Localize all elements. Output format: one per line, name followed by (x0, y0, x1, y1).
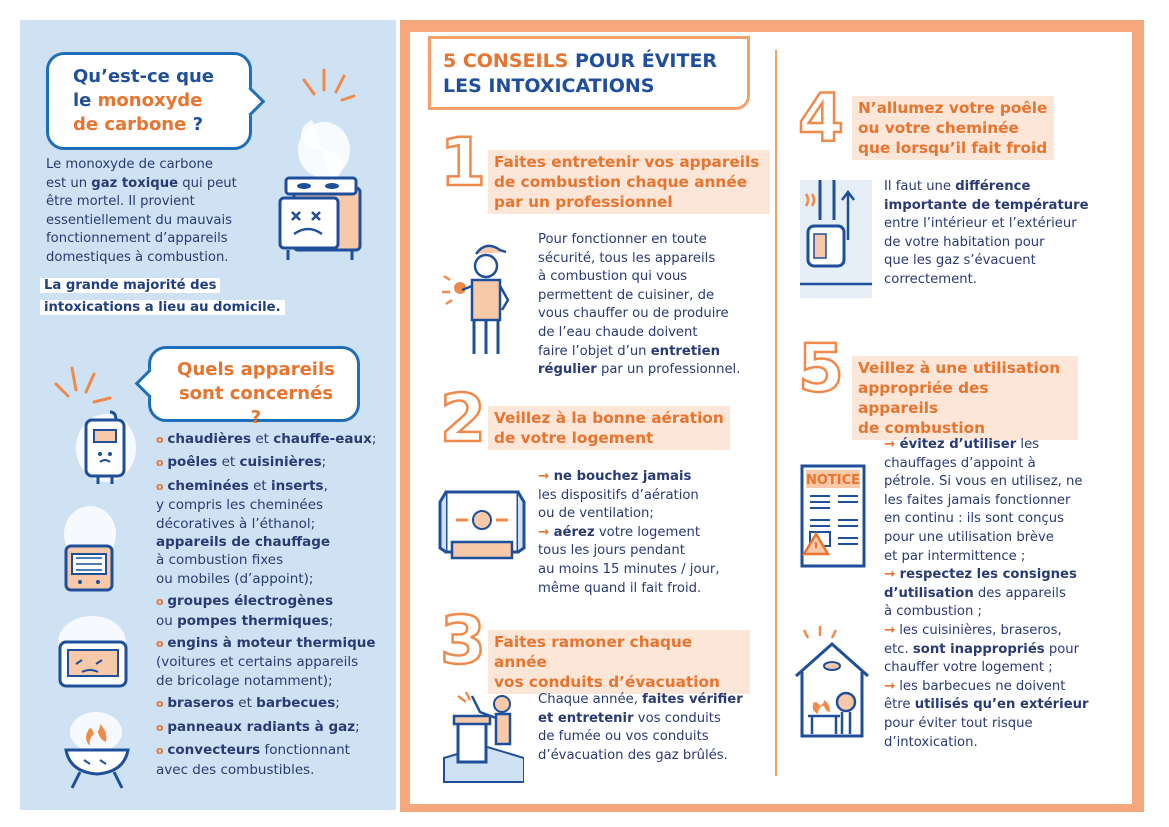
tip-body-bold: évitez d’utiliser (899, 437, 1017, 452)
tip-body-line: d’évacuation des gaz brûlés. (538, 747, 728, 763)
item-bold: convecteurs (167, 742, 261, 759)
tip-number: 1 (440, 124, 486, 201)
item-bold: groupes électrogènes (167, 593, 334, 610)
item-text: ou mobiles (d’appoint); (156, 570, 314, 587)
intro-line: fonctionnement d’appareils (46, 231, 228, 247)
item-text: ; (355, 718, 360, 735)
intro-line: qui peut (178, 175, 237, 191)
q1-line3b: ? (186, 114, 204, 135)
tip-body-line: etc. (884, 641, 913, 657)
list-item: o poêles et cuisinières; (156, 454, 327, 471)
list-item: o convecteurs fonctionnant avec des combustibles. (156, 741, 378, 779)
notice-label: NOTICE (805, 473, 861, 488)
item-text: décoratives à l’éthanol; (156, 515, 316, 532)
tip-body-line: de l’eau chaude doivent (538, 324, 698, 340)
tip-body: → évitez d’utiliser les chauffages d’appoint à pétrole. Si vous en utilisez, ne les faites jamais fonctionner en continu : ils sont conçus pour une utilisation brève et par intermittence ; → respectez les consignes d’utilisation des appareils à combustion ; → les cuisinières, braseros, etc. sont inappropriés pour chauffer votre logement ; → les barbecues ne doivent être utilisés qu’en extérieur pour éviter tout risque d’intoxication. (884, 436, 1114, 752)
house-barbecue-icon (790, 626, 874, 742)
tip-body-line: en continu : ils sont conçus (884, 511, 1064, 527)
intro-paragraph (46, 156, 266, 268)
title-line2: LES INTOXICATIONS (443, 75, 655, 97)
tip-body-bold: importante de température (884, 197, 1089, 213)
question-bubble-appliances (148, 346, 360, 428)
tip-body-bold: sont inappropriés (912, 641, 1045, 657)
intro-line: domestiques à combustion. (46, 249, 229, 265)
technician-icon (440, 236, 524, 360)
tip-body-line: correctement. (884, 271, 977, 287)
tip-body-line: les (1016, 437, 1040, 452)
item-text: ou (156, 612, 178, 629)
item-text: et (248, 477, 271, 494)
item-bold: cheminées (167, 477, 249, 494)
alert-sparks-icon (296, 62, 366, 112)
tip-heading-line: ou votre cheminée (858, 119, 1019, 137)
tip-body-line: de votre habitation pour (884, 234, 1045, 250)
tip-heading-line: Faites entretenir vos appareils (494, 153, 760, 171)
tip-body-line: être (884, 697, 915, 713)
highlight-line: La grande majorité des (40, 278, 220, 293)
tip-body-line: au moins 15 minutes / jour, (538, 561, 720, 577)
item-text: et (233, 695, 257, 712)
item-bold: poêles (167, 454, 218, 471)
intro-line: essentiellement du mauvais (46, 212, 233, 228)
tip-body-bold: entretien (650, 343, 720, 359)
brazier-icon (60, 712, 136, 792)
list-item: o panneaux radiants à gaz; (156, 718, 360, 735)
boiler-icon (72, 408, 142, 492)
tip-heading-line: Faites ramoner chaque année (494, 633, 693, 671)
item-bold: chauffe-eaux (273, 431, 372, 447)
item-bold: barbecues (256, 695, 336, 712)
title-orange: 5 CONSEILS (443, 50, 569, 72)
tip-body-line: par un professionnel. (596, 362, 741, 378)
tip-body-bold: aérez (553, 524, 595, 540)
item-text: de bricolage notamment); (156, 672, 333, 689)
page-title (428, 36, 750, 110)
tip-body (538, 691, 768, 765)
alert-sparks-icon (52, 362, 122, 412)
tip-body-line: même quand il fait froid. (538, 580, 702, 596)
item-text: ; (321, 454, 327, 471)
tip-body-line: les dispositifs d’aération (538, 487, 699, 503)
tip-body-line: vous chauffer ou de produire (538, 306, 729, 322)
tip-heading-line: appropriée des appareils (858, 379, 989, 417)
tip-body-bold: régulier (538, 362, 597, 378)
notice-document-icon (790, 462, 870, 582)
tip-body-line: à combustion ; (884, 604, 982, 620)
intro-line: est un (46, 175, 92, 191)
tip-body-bold: d’utilisation (884, 585, 974, 601)
tip-number: 5 (798, 330, 844, 407)
tip-heading-line: de votre logement (494, 429, 654, 447)
item-bold: braseros (167, 695, 234, 712)
item-bold: chaudières (167, 431, 252, 447)
highlight-line: intoxications a lieu au domicile. (40, 300, 285, 315)
tip-body (884, 178, 1106, 290)
tip-heading-line: Veillez à la bonne aération (494, 409, 724, 427)
q2-line1: Quels appareils (177, 359, 335, 380)
tip-body-line: entre l’intérieur et l’extérieur (884, 216, 1077, 232)
item-text: y compris les cheminées (156, 497, 324, 514)
generator-icon (52, 612, 142, 694)
tip-body-line: pétrole. Si vous en utilisez, ne (884, 474, 1083, 490)
tip-heading-line: que lorsqu’il fait froid (858, 139, 1048, 157)
tip-number: 2 (440, 380, 486, 457)
item-text: ; (335, 695, 340, 712)
tip-heading-line: Veillez à une utilisation (858, 359, 1061, 377)
tip-body-line: les faites jamais fonctionner (884, 492, 1071, 508)
item-text: (voitures et certains appareils (156, 654, 359, 671)
tip-body-line: tous les jours pendant (538, 543, 685, 559)
stove-flue-icon (796, 176, 876, 306)
intro-line: Le monoxyde de carbone (46, 157, 213, 172)
item-text: ; (328, 612, 334, 629)
list-item: o engins à moteur thermique (voitures et certains appareils de bricolage notamment); (156, 634, 378, 690)
highlight-box (40, 274, 285, 318)
tip-body-line: pour (1044, 641, 1080, 657)
tip-body-line: des appareils (973, 585, 1066, 601)
tip-body-line: vos conduits (633, 710, 721, 726)
tip-heading-line: de combustion chaque année (494, 173, 748, 191)
tip-body-bold: et entretenir (538, 710, 634, 726)
tip-heading (488, 406, 730, 450)
tip-body-line: pour éviter tout risque (884, 715, 1033, 731)
tip-heading-line: N’allumez votre poêle (858, 99, 1048, 117)
tip-body-line: permettent de cuisiner, de (538, 287, 715, 303)
item-text: et (251, 431, 274, 447)
tip-body-line: votre logement (594, 524, 701, 540)
tip-body-bold: utilisés qu’en extérieur (914, 697, 1089, 713)
item-text: fonctionnant (260, 742, 350, 759)
q1-line2b: monoxyde (97, 90, 203, 111)
item-bold: cuisinières (239, 454, 322, 471)
tip-body-line: et par intermittence ; (884, 548, 1026, 564)
tip-body-line: Pour fonctionner en toute (538, 232, 707, 247)
tip-heading-line: de combustion (858, 419, 986, 437)
tip-body-line: les barbecues ne doivent (895, 678, 1066, 694)
item-text: à combustion fixes (156, 552, 284, 569)
tip-heading (488, 150, 770, 214)
chimney-sweep-icon (440, 688, 524, 784)
tip-body-bold: différence (955, 179, 1031, 194)
tip-body-line: Chaque année, (538, 692, 643, 707)
tip-body-line: faire l’objet d’un (538, 343, 651, 359)
heater-icon (56, 504, 132, 594)
intro-line: être mortel. Il provient (46, 194, 195, 210)
tip-number: 4 (798, 80, 844, 157)
item-bold: panneaux radiants à gaz (167, 718, 356, 735)
item-text: et (217, 454, 240, 471)
q2-line2: sont concernés ? (178, 383, 334, 428)
tip-body-line: les cuisinières, braseros, (895, 622, 1062, 638)
tip-body-line: d’intoxication. (884, 734, 978, 750)
q1-line1: Qu’est-ce que (73, 66, 215, 87)
tip-heading (488, 630, 750, 694)
tip-heading (852, 96, 1054, 160)
item-text: , (323, 477, 328, 494)
q1-line2a: le (73, 90, 98, 111)
tip-body-bold: respectez les consignes (899, 567, 1077, 583)
intro-bold: gaz toxique (91, 175, 179, 191)
tip-body-line: chauffages d’appoint à (884, 455, 1036, 471)
list-item: o groupes électrogènes ou pompes thermiques; (156, 593, 334, 629)
tip-body-line: sécurité, tous les appareils (538, 250, 716, 266)
tip-body-bold: ne bouchez jamais (553, 469, 692, 484)
q1-line3a: de carbone (73, 114, 187, 135)
list-item: o chaudières et chauffe-eaux; (156, 431, 377, 447)
tip-body-line: Il faut une (884, 179, 956, 194)
tip-body-bold: faites vérifier (642, 692, 743, 707)
list-item: o braseros et barbecues; (156, 695, 340, 712)
tip-body-line: ou de ventilation; (538, 506, 654, 522)
tip-number: 3 (440, 602, 486, 679)
stove-icon (272, 110, 372, 270)
tip-body-line: chauffer votre logement ; (884, 660, 1053, 676)
question-bubble-co (46, 52, 252, 150)
tip-body: → ne bouchez jamais les dispositifs d’aération ou de ventilation; → aérez votre logement tous les jours pendant au moins 15 minutes / jour, même quand il fait froid. (538, 468, 768, 598)
item-bold: engins à moteur thermique (167, 635, 376, 652)
list-item: o cheminées et inserts, y compris les cheminées décoratives à l’éthanol; appareils de chauffage à combustion fixes ou mobiles (d’appoint); (156, 477, 378, 588)
tip-body (538, 231, 768, 380)
window-ventilation-icon (436, 484, 528, 568)
tip-heading-line: par un professionnel (494, 193, 673, 211)
tip-heading-line: vos conduits d’évacuation (494, 673, 720, 691)
item-text: avec des combustibles. (156, 761, 315, 778)
column-divider (775, 50, 777, 776)
appliances-list (156, 430, 378, 783)
tip-body-line: que les gaz s’évacuent (884, 253, 1036, 269)
item-bold: appareils de chauffage (156, 534, 331, 551)
tip-body-line: de fumée ou vos conduits (538, 729, 709, 745)
item-bold: pompes thermiques (177, 612, 329, 629)
tip-body-line: à combustion qui vous (538, 269, 688, 285)
item-bold: inserts (271, 477, 324, 494)
tip-body-line: pour une utilisation brève (884, 529, 1054, 545)
title-blue: POUR ÉVITER (568, 50, 718, 72)
tip-heading (852, 356, 1078, 440)
item-text: ; (371, 431, 377, 447)
